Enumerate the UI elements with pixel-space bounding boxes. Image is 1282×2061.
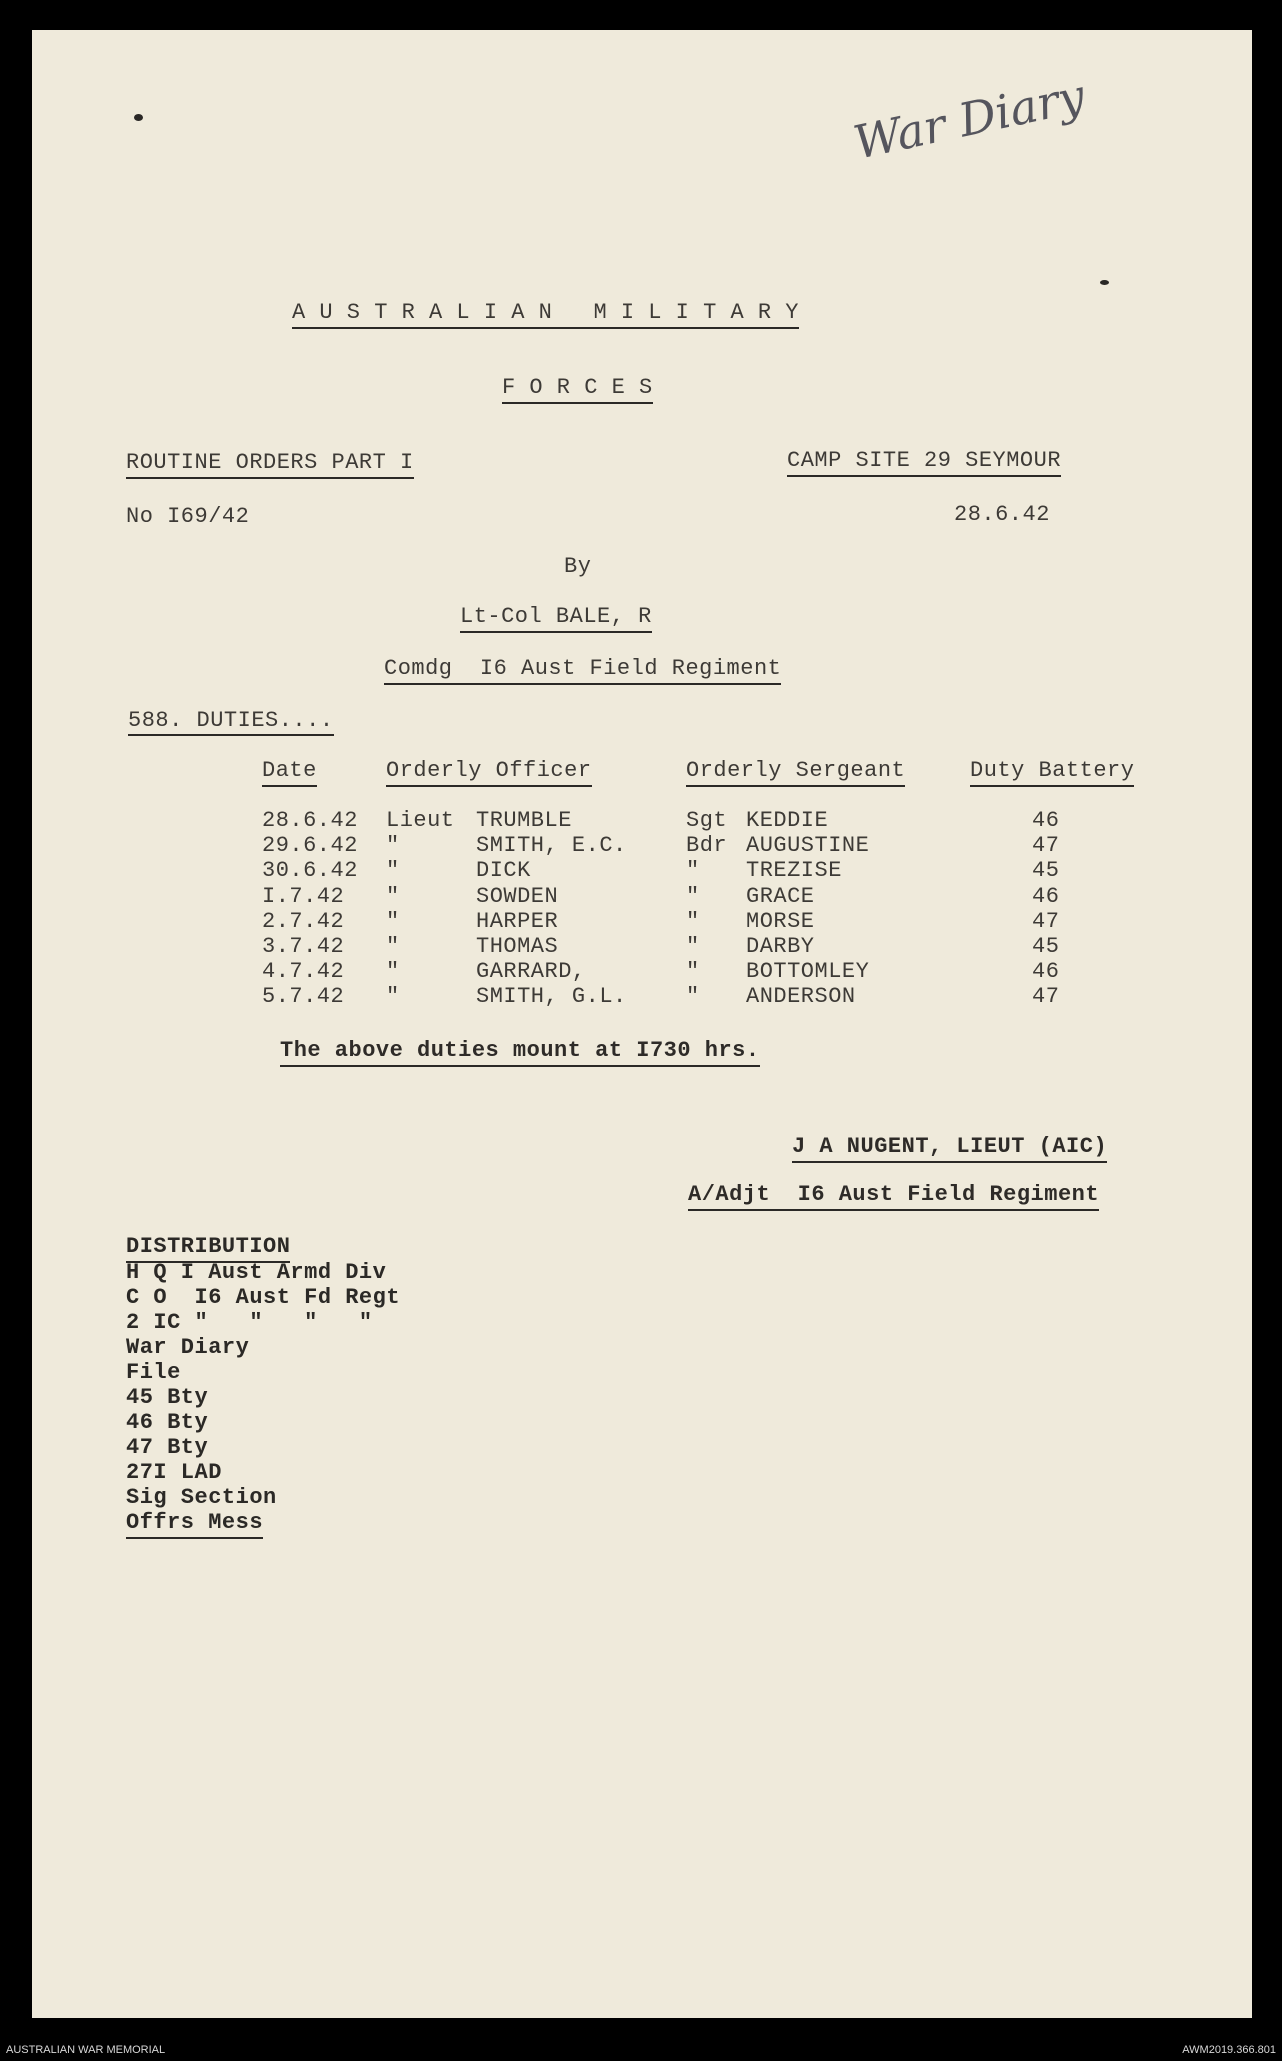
cell-battery: 46	[1032, 959, 1060, 985]
cell-date: 28.6.42	[262, 808, 358, 833]
cell-date: 29.6.42	[262, 833, 358, 859]
distribution-item: File	[126, 1360, 181, 1385]
footer-credit: AUSTRALIAN WAR MEMORIAL	[6, 2044, 166, 2056]
by-label: By	[564, 554, 592, 579]
cell-battery: 47	[1032, 984, 1060, 1010]
section-title-text: 588. DUTIES....	[128, 708, 334, 736]
cell-officer-name: TRUMBLE	[476, 808, 572, 833]
cell-officer-rank: "	[386, 908, 400, 934]
ink-mark	[134, 114, 143, 121]
cell-officer-name: GARRARD,	[476, 959, 586, 985]
cell-battery: 46	[1032, 808, 1060, 833]
cell-officer-rank: "	[386, 883, 400, 909]
cell-officer-name: DICK	[476, 858, 531, 884]
cell-battery: 45	[1032, 858, 1060, 884]
order-date: 28.6.42	[954, 502, 1050, 527]
ink-mark	[1100, 280, 1109, 285]
order-number: No I69/42	[126, 504, 250, 529]
cell-date: 3.7.42	[262, 934, 345, 959]
handwritten-note: War Diary	[848, 68, 1090, 170]
signature-name: J A NUGENT, LIEUT (AIC)	[792, 1134, 1107, 1163]
cell-battery: 46	[1032, 883, 1060, 909]
commander-name: Lt-Col BALE, R	[460, 604, 652, 633]
signature-role: A/Adjt I6 Aust Field Regiment	[688, 1182, 1099, 1211]
camp-location: CAMP SITE 29 SEYMOUR	[787, 448, 1061, 477]
cell-sergeant-rank: "	[686, 858, 700, 884]
distribution-heading: DISTRIBUTION	[126, 1234, 290, 1263]
distribution-item: 46 Bty	[126, 1410, 209, 1435]
header-orderly-officer: Orderly Officer	[386, 758, 592, 787]
header-date: Date	[262, 758, 317, 787]
footer-id: AWM2019.366.801	[1182, 2044, 1276, 2056]
cell-officer-name: THOMAS	[476, 934, 559, 959]
distribution-item: 47 Bty	[126, 1435, 209, 1460]
cell-date: 4.7.42	[262, 959, 345, 985]
distribution-item: C O I6 Aust Fd Regt	[126, 1285, 401, 1310]
distribution-item: War Diary	[126, 1335, 250, 1360]
cell-battery: 45	[1032, 934, 1060, 959]
cell-sergeant-rank: "	[686, 984, 700, 1010]
cell-sergeant-rank: "	[686, 908, 700, 934]
cell-sergeant-name: DARBY	[746, 934, 815, 959]
cell-officer-rank: "	[386, 858, 400, 884]
cell-officer-name: HARPER	[476, 908, 559, 934]
title-line-1: A U S T R A L I A N M I L I T A R Y	[292, 300, 799, 329]
distribution-item: Offrs Mess	[126, 1510, 263, 1539]
cell-sergeant-name: MORSE	[746, 908, 815, 934]
cell-sergeant-name: AUGUSTINE	[746, 833, 870, 859]
cell-officer-name: SOWDEN	[476, 883, 559, 909]
title-line-2: F O R C E S	[502, 375, 653, 404]
distribution-item: H Q I Aust Armd Div	[126, 1260, 387, 1285]
cell-officer-rank: "	[386, 833, 400, 859]
orders-title: ROUTINE ORDERS PART I	[126, 450, 414, 479]
header-duty-battery: Duty Battery	[970, 758, 1134, 787]
header-orderly-sergeant: Orderly Sergeant	[686, 758, 905, 787]
duties-note: The above duties mount at I730 hrs.	[280, 1038, 760, 1067]
document-page	[32, 30, 1252, 2018]
section-title	[128, 708, 334, 734]
cell-date: 30.6.42	[262, 858, 358, 884]
cell-sergeant-rank: Sgt	[686, 808, 728, 833]
cell-sergeant-name: BOTTOMLEY	[746, 959, 870, 985]
cell-sergeant-name: GRACE	[746, 883, 815, 909]
distribution-item: 27I LAD	[126, 1460, 222, 1485]
cell-sergeant-name: ANDERSON	[746, 984, 856, 1010]
cell-sergeant-rank: "	[686, 883, 700, 909]
cell-officer-rank: "	[386, 934, 400, 959]
cell-battery: 47	[1032, 833, 1060, 859]
distribution-item: Sig Section	[126, 1485, 277, 1510]
cell-officer-rank: Lieut	[386, 808, 455, 833]
distribution-item: 2 IC " " " "	[126, 1310, 373, 1335]
cell-date: 2.7.42	[262, 908, 345, 934]
cell-sergeant-rank: Bdr	[686, 833, 728, 859]
distribution-item: 45 Bty	[126, 1385, 209, 1410]
cell-officer-name: SMITH, E.C.	[476, 833, 627, 859]
cell-battery: 47	[1032, 908, 1060, 934]
cell-officer-name: SMITH, G.L.	[476, 984, 627, 1010]
cell-date: 5.7.42	[262, 984, 345, 1010]
cell-sergeant-name: TREZISE	[746, 858, 842, 884]
cell-sergeant-rank: "	[686, 934, 700, 959]
cell-sergeant-name: KEDDIE	[746, 808, 829, 833]
cell-date: I.7.42	[262, 883, 345, 909]
cell-officer-rank: "	[386, 984, 400, 1010]
commander-role: Comdg I6 Aust Field Regiment	[384, 656, 781, 685]
cell-officer-rank: "	[386, 959, 400, 985]
cell-sergeant-rank: "	[686, 959, 700, 985]
